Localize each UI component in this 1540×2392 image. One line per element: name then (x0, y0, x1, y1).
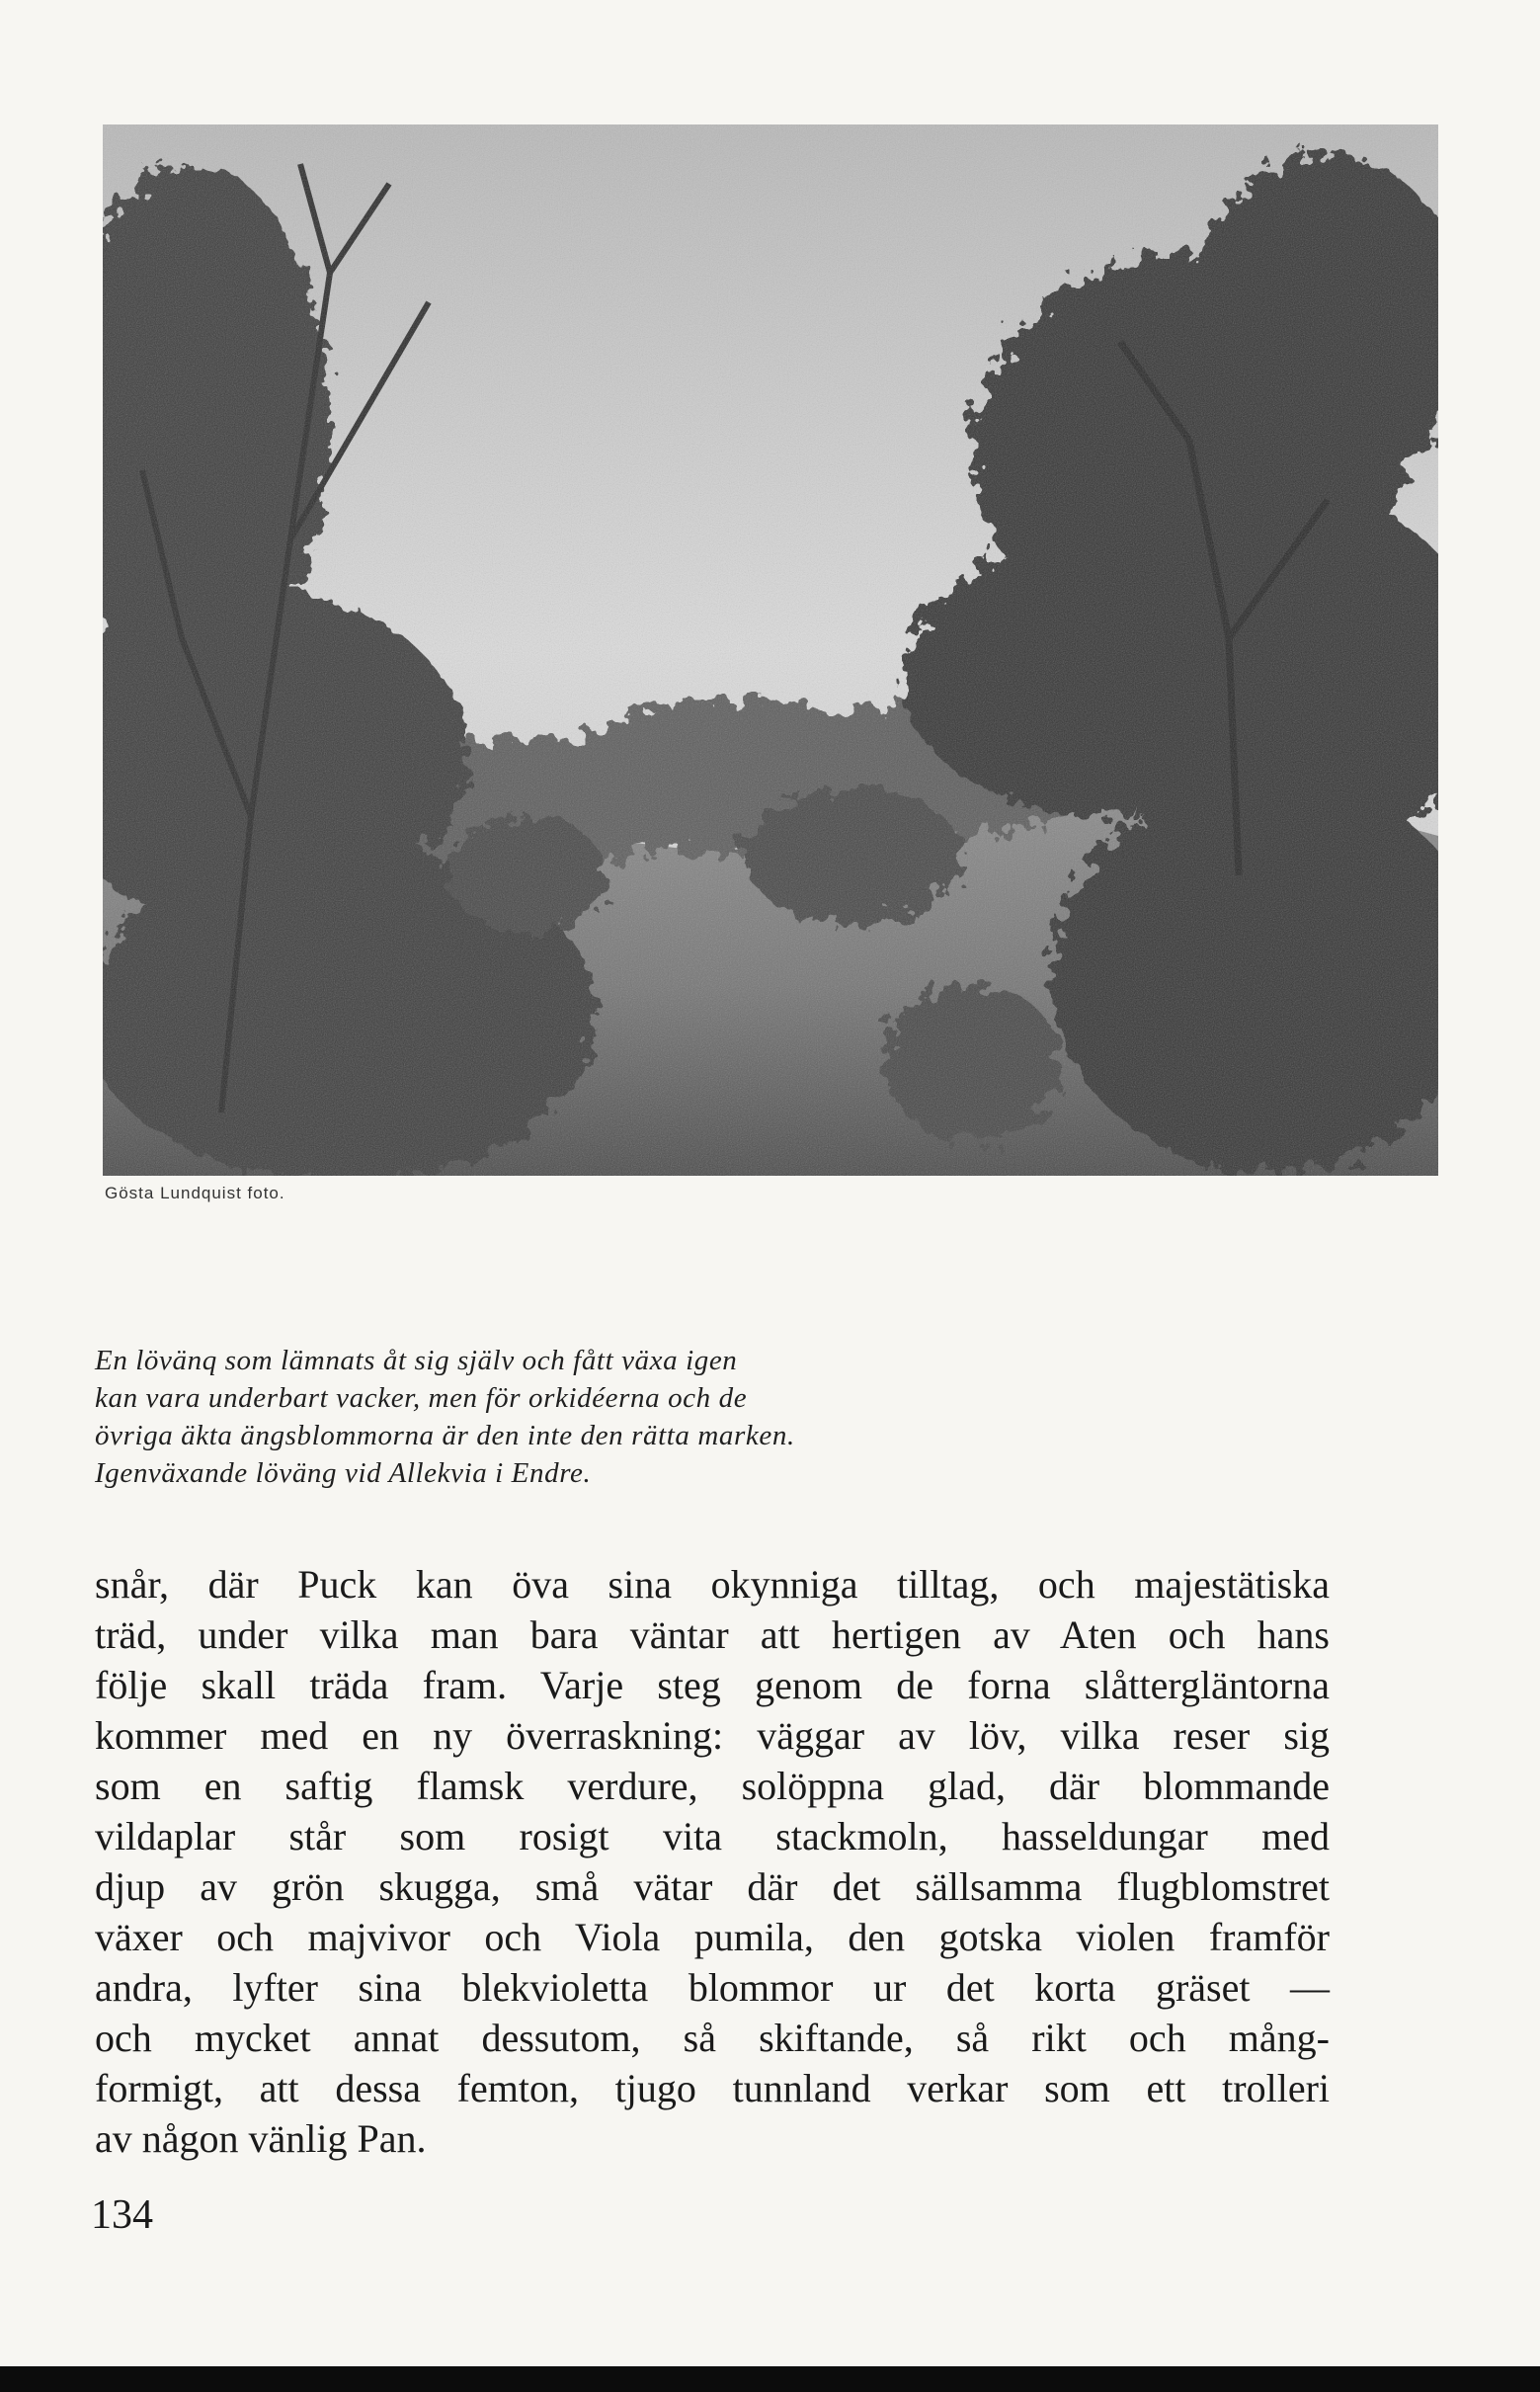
body-line: formigt, att dessa femton, tjugo tunnland verkar som ett trolleri (95, 2066, 1330, 2110)
body-paragraph (95, 1559, 1330, 2164)
body-line: vildaplar står som rosigt vita stackmoln, hasseldungar med (95, 1814, 1330, 1858)
body-line: och mycket annat dessutom, så skiftande, så rikt och mång- (95, 2016, 1330, 2060)
body-line: av någon vänlig Pan. (95, 2116, 427, 2161)
body-line: träd, under vilka man bara väntar att hertigen av Aten och hans (95, 1612, 1330, 1657)
scan-edge (0, 2366, 1540, 2392)
caption-line: övriga äkta ängsblommorna är den inte den rätta marken. (95, 1420, 795, 1451)
photo-caption (95, 1342, 954, 1492)
body-line: andra, lyfter sina blekvioletta blommor ur det korta gräset — (95, 1965, 1330, 2010)
meadow-photograph (103, 124, 1438, 1176)
caption-line: En lövänq som lämnats åt sig själv och fått växa igen (95, 1345, 738, 1376)
caption-line: kan vara underbart vacker, men för orkidéerna och de (95, 1382, 748, 1414)
body-line: djup av grön skugga, små vätar där det sällsamma flugblomstret (95, 1864, 1330, 1909)
body-line: snår, där Puck kan öva sina okynniga tilltag, och majestätiska (95, 1562, 1330, 1607)
body-line: som en saftig flamsk verdure, solöppna glad, där blommande (95, 1764, 1330, 1808)
body-line: kommer med en ny överraskning: väggar av löv, vilka reser sig (95, 1713, 1330, 1758)
caption-line: Igenväxande löväng vid Allekvia i Endre. (95, 1457, 592, 1489)
meadow-photograph-image (103, 124, 1438, 1176)
body-line: följe skall träda fram. Varje steg genom de forna slåttergläntorna (95, 1663, 1330, 1707)
page-number: 134 (91, 2192, 153, 2238)
body-line: växer och majvivor och Viola pumila, den gotska violen framför (95, 1915, 1330, 1959)
photo-credit: Gösta Lundquist foto. (105, 1184, 285, 1202)
